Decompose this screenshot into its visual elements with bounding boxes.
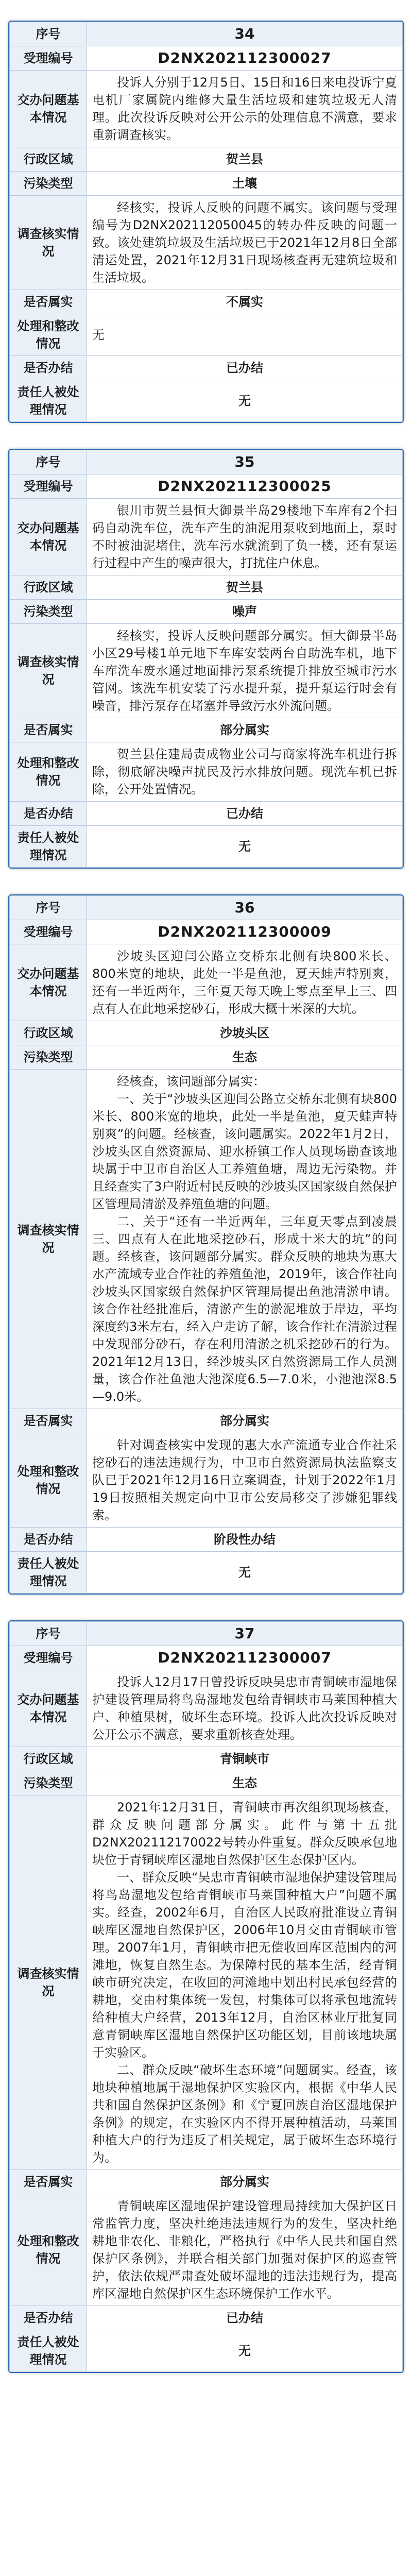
row-label: 污染类型 <box>10 600 87 624</box>
table-row <box>10 826 403 868</box>
accountability: 无 <box>87 826 403 868</box>
basic-situation <box>87 499 403 575</box>
table-row <box>10 944 403 1021</box>
table-row <box>10 22 403 46</box>
basic-situation <box>87 71 403 147</box>
completion-status: 已办结 <box>87 2306 403 2330</box>
row-label: 受理编号 <box>10 1646 87 1670</box>
basic-situation-paragraph: 沙坡头区迎闫公路立交桥东北侧有块800米长、800米宽的地块，此处一半是鱼池，夏天蛙声特别爽，还有一半近两年，三年夏天每天晚上零点至早上三、四点有人在此地采挖砂石，形成大概十米深的大坑。 <box>92 949 397 1016</box>
table-row <box>10 600 403 624</box>
row-label: 污染类型 <box>10 1771 87 1795</box>
row-label: 责任人被处理情况 <box>10 2330 87 2372</box>
table-row <box>10 896 403 920</box>
row-label: 责任人被处理情况 <box>10 826 87 868</box>
completion-status: 已办结 <box>87 802 403 826</box>
investigation-result-paragraph: 经核实，投诉人反映问题部分属实。恒大御景半岛小区29号楼1单元地下车库安装两台自助洗车机，地下车库洗车废水通过地面排污泵系统提升排放至城市污水管网。该洗车机安装了污水提升泵，提升泵运行时会有噪音，排污泵存在堵塞并导致污水外流问题。 <box>92 629 397 713</box>
row-label: 行政区域 <box>10 575 87 600</box>
investigation-result <box>87 1070 403 1409</box>
table-row <box>10 46 403 71</box>
investigation-result-paragraph: 经核查，该问题部分属实： <box>117 1074 265 1089</box>
table-row <box>10 624 403 718</box>
case-table <box>9 895 403 1594</box>
administrative-region: 青铜峡市 <box>87 1747 403 1771</box>
investigation-result-paragraph: 一、群众反映“吴忠市青铜峡市湿地保护建设管理局将鸟岛湿地发包给青铜峡市马莱国种植大户”问题不属实。经查，2002年6月，自治区人民政府批准设立青铜峡库区湿地自然保护区，2006年10月交由青铜峡市管理。2007年1月，青铜峡市把无偿收回库区范围内的河滩地，恢复自然生态。为保障村民的基本生活，经青铜峡市研究决定，在收回的河滩地中划出村民承包经营的耕地，交由村集体统一发包，村集体可以将承包地流转给种植大户经营，2013年12月，自治区林业厅批复同意青铜峡库区湿地自然保护区功能区划，目前该地块属于实验区。 <box>92 1870 397 2060</box>
investigation-result-paragraph: 2021年12月31日，青铜峡市再次组织现场核查，群众反映问题部分属实。此件与第十五批D2NX202112170022号转办件重复。群众反映承包地块位于青铜峡库区湿地自然保护区生态保护区内。 <box>92 1800 397 1867</box>
case-card <box>8 21 404 423</box>
row-label: 污染类型 <box>10 1045 87 1070</box>
table-row <box>10 920 403 944</box>
investigation-result <box>87 1795 403 2170</box>
table-row <box>10 380 403 422</box>
completion-status: 阶段性办结 <box>87 1528 403 1552</box>
basic-situation-paragraph: 投诉人12月17日曾投诉反映吴忠市青铜峡市湿地保护建设管理局将鸟岛湿地发包给青铜峡市马莱国种植大户、种植果树，破坏生态环境。投诉人此次投诉反映对公开公示不满意，要求重新核查处理。 <box>92 1675 397 1742</box>
acceptance-code: D2NX202112300007 <box>87 1646 403 1670</box>
investigation-result-paragraph: 一、关于“沙坡头区迎闫公路立交桥东北侧有块800米长、800米宽的地块，此处一半是鱼池，夏天蛙声特别爽”的问题。经核查，该问题属实。2022年1月2日，沙坡头区自然资源局、迎水桥镇工作人员现场勘查该地块属于中卫市自治区人工养殖鱼塘，周边无污染物。并且经查实了3户附近村民反映的沙坡头区国家级自然保护区管理局清淤及养殖鱼塘的问题。 <box>92 1092 397 1211</box>
case-number: 37 <box>87 1622 403 1646</box>
row-label: 是否办结 <box>10 356 87 380</box>
row-label: 交办问题基本情况 <box>10 499 87 575</box>
table-row <box>10 1552 403 1594</box>
row-label: 是否属实 <box>10 1409 87 1433</box>
row-label: 调查核实情况 <box>10 624 87 718</box>
row-label: 受理编号 <box>10 920 87 944</box>
table-row <box>10 1433 403 1528</box>
row-label: 调查核实情况 <box>10 196 87 290</box>
basic-situation <box>87 944 403 1021</box>
row-label: 是否属实 <box>10 290 87 314</box>
table-row <box>10 2330 403 2372</box>
row-label: 序号 <box>10 1622 87 1646</box>
table-row <box>10 314 403 356</box>
row-label: 交办问题基本情况 <box>10 944 87 1021</box>
accountability: 无 <box>87 380 403 422</box>
row-label: 是否办结 <box>10 2306 87 2330</box>
table-row <box>10 2306 403 2330</box>
table-row <box>10 71 403 147</box>
case-card <box>8 894 404 1595</box>
row-label: 交办问题基本情况 <box>10 1670 87 1747</box>
row-label: 调查核实情况 <box>10 1070 87 1409</box>
table-row <box>10 1528 403 1552</box>
row-label: 处理和整改情况 <box>10 2194 87 2306</box>
table-row <box>10 147 403 172</box>
row-label: 调查核实情况 <box>10 1795 87 2170</box>
row-label: 处理和整改情况 <box>10 314 87 356</box>
pollution-type: 噪声 <box>87 600 403 624</box>
case-card <box>8 449 404 869</box>
verified-status: 部分属实 <box>87 2170 403 2194</box>
investigation-result <box>87 196 403 290</box>
table-row <box>10 1045 403 1070</box>
handling-paragraph: 针对调查核实中发现的惠大水产流通专业合作社采挖砂石的违法违规行为，中卫市自然资源局执法监察支队已于2021年12月16日立案调查，计划于2022年1月19日按照相关规定向中卫市公安局移交了涉嫌犯罪线索。 <box>92 1438 397 1522</box>
completion-status: 已办结 <box>87 356 403 380</box>
acceptance-code: D2NX202112300009 <box>87 920 403 944</box>
row-label: 责任人被处理情况 <box>10 380 87 422</box>
table-row <box>10 1070 403 1409</box>
row-label: 受理编号 <box>10 46 87 71</box>
basic-situation <box>87 1670 403 1747</box>
row-label: 责任人被处理情况 <box>10 1552 87 1594</box>
table-row <box>10 1670 403 1747</box>
investigation-result-paragraph: 经核实，投诉人反映的问题不属实。该问题与受理编号为D2NX202112050045的转办件反映的问题一致。该处建筑垃圾及生活垃圾已于2021年12月8日全部清运处置，2021年12月31日现场核查再无建筑垃圾和生活垃圾。 <box>92 200 397 285</box>
verified-status: 部分属实 <box>87 1409 403 1433</box>
table-row <box>10 1747 403 1771</box>
row-label: 污染类型 <box>10 172 87 196</box>
administrative-region: 沙坡头区 <box>87 1021 403 1045</box>
accountability: 无 <box>87 2330 403 2372</box>
table-row <box>10 802 403 826</box>
handling-result <box>87 314 403 356</box>
row-label: 行政区域 <box>10 147 87 172</box>
row-label: 受理编号 <box>10 474 87 499</box>
case-table <box>9 22 403 422</box>
table-row <box>10 1021 403 1045</box>
table-row <box>10 718 403 742</box>
accountability: 无 <box>87 1552 403 1594</box>
row-label: 处理和整改情况 <box>10 1433 87 1528</box>
row-label: 交办问题基本情况 <box>10 71 87 147</box>
row-label: 是否属实 <box>10 2170 87 2194</box>
case-table <box>9 1621 403 2372</box>
case-number: 36 <box>87 896 403 920</box>
table-row <box>10 356 403 380</box>
investigation-result-paragraph: 二、群众反映“破坏生态环境”问题属实。经查，该地块种植地属于湿地保护区实验区内，根据《中华人民共和国自然保护区条例》和《宁夏回族自治区湿地保护条例》的规定，在实验区内不得开展种植活动，马莱国种植大户的行为违反了相关规定，属于破坏生态环境行为。 <box>92 2063 397 2165</box>
row-label: 行政区域 <box>10 1021 87 1045</box>
row-label: 处理和整改情况 <box>10 742 87 802</box>
handling-paragraph: 无 <box>92 328 105 342</box>
basic-situation-paragraph: 投诉人分别于12月5日、15日和16日来电投诉宁夏电机厂家属院内维修大量生活垃圾和建筑垃圾无人清理。此次投诉反映对公开公示的处理信息不满意，要求重新调查核实。 <box>92 75 397 142</box>
table-row <box>10 1771 403 1795</box>
row-label: 是否属实 <box>10 718 87 742</box>
verified-status: 部分属实 <box>87 718 403 742</box>
table-row <box>10 290 403 314</box>
table-row <box>10 499 403 575</box>
table-row <box>10 2194 403 2306</box>
table-row <box>10 1409 403 1433</box>
table-row <box>10 2170 403 2194</box>
handling-result <box>87 742 403 802</box>
acceptance-code: D2NX202112300025 <box>87 474 403 499</box>
administrative-region: 贺兰县 <box>87 147 403 172</box>
row-label: 序号 <box>10 450 87 474</box>
handling-paragraph: 青铜峡库区湿地保护建设管理局持续加大保护区日常监管力度，坚决杜绝违法违规行为的发生，坚决杜绝耕地非农化、非粮化，严格执行《中华人民共和国自然保护区条例》，并联合相关部门加强对保护区的巡查管护，依法依规严肃查处破坏湿地的违法违规行为，提高库区湿地自然保护区生态环境保护工作水平。 <box>92 2199 397 2301</box>
table-row <box>10 1646 403 1670</box>
acceptance-code: D2NX202112300027 <box>87 46 403 71</box>
table-row <box>10 172 403 196</box>
table-row <box>10 474 403 499</box>
administrative-region: 贺兰县 <box>87 575 403 600</box>
investigation-result <box>87 624 403 718</box>
case-card <box>8 1620 404 2373</box>
pollution-type: 生态 <box>87 1771 403 1795</box>
investigation-result-paragraph: 二、关于“还有一半近两年，三年夏天零点到凌晨三、四点有人在此地采挖砂石，形成十米大的坑”的问题。经核查，该问题部分属实。群众反映的地块为惠大水产流域专业合作社的养殖鱼池，2019年，该合作社向沙坡头区国家级自然保护区管理局提出鱼池清淤申请。该合作社经批准后，清淤产生的淤泥堆放于岸边，平均深度约3米左右，经入户走访了解，该合作社在清淤过程中发现部分砂石，存在利用清淤之机采挖砂石的行为。2021年12月13日，经沙坡头区自然资源局工作人员测量，该合作社鱼池大池深度6.5—7.0米，小池池深8.5—9.0米。 <box>92 1214 397 1404</box>
verified-status: 不属实 <box>87 290 403 314</box>
row-label: 是否办结 <box>10 1528 87 1552</box>
row-label: 行政区域 <box>10 1747 87 1771</box>
table-row <box>10 1795 403 2170</box>
case-number: 34 <box>87 22 403 46</box>
table-row <box>10 1622 403 1646</box>
pollution-type: 土壤 <box>87 172 403 196</box>
table-row <box>10 196 403 290</box>
basic-situation-paragraph: 银川市贺兰县恒大御景半岛29楼地下车库有2个扫码自动洗车位，洗车产生的油泥用泵收到地面上，泵时不时被油泥堵住，洗车污水就流到了负一楼，还有泵运行过程中产生的噪声很大，打扰住户休息。 <box>92 503 397 570</box>
handling-result <box>87 2194 403 2306</box>
pollution-type: 生态 <box>87 1045 403 1070</box>
handling-paragraph: 贺兰县住建局责成物业公司与商家将洗车机进行拆除，彻底解决噪声扰民及污水排放问题。现洗车机已拆除，公开处置情况。 <box>92 747 397 796</box>
row-label: 序号 <box>10 896 87 920</box>
case-table <box>9 450 403 868</box>
table-row <box>10 742 403 802</box>
row-label: 序号 <box>10 22 87 46</box>
table-row <box>10 575 403 600</box>
case-number: 35 <box>87 450 403 474</box>
handling-result <box>87 1433 403 1528</box>
row-label: 是否办结 <box>10 802 87 826</box>
table-row <box>10 450 403 474</box>
